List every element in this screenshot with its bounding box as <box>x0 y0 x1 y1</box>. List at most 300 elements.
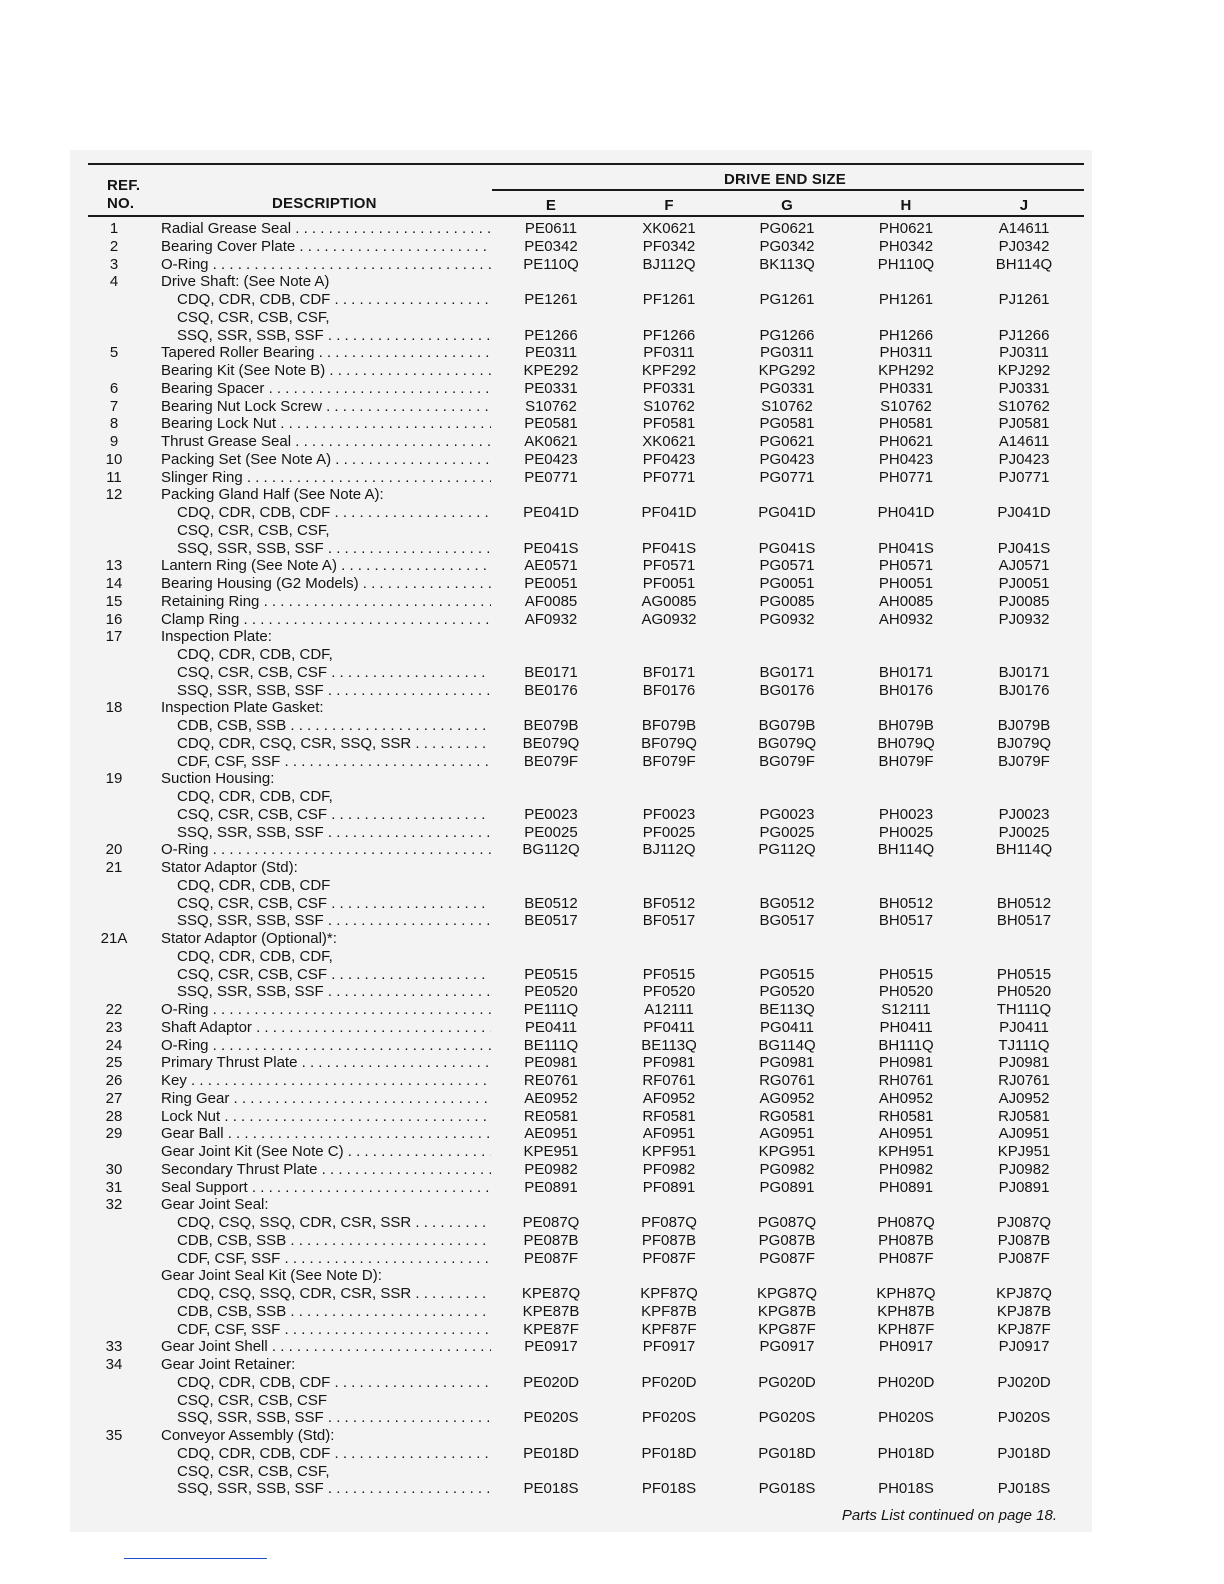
part-number-g: PG087Q <box>757 1214 817 1231</box>
part-number-f: PF0520 <box>642 983 696 1000</box>
part-description-text: Gear Joint Retainer: <box>161 1356 296 1373</box>
part-number-h: PH0051 <box>878 575 934 592</box>
part-number-e: AK0621 <box>524 433 578 450</box>
part-number-e: PE041S <box>523 540 579 557</box>
part-number-f: PF020D <box>641 1374 697 1391</box>
part-description-text: SSQ, SSR, SSB, SSF <box>177 1409 324 1426</box>
part-description <box>161 628 491 646</box>
part-number-f: BJ112Q <box>642 256 696 273</box>
part-number-j: A14611 <box>998 433 1050 450</box>
part-number-g: KPG87Q <box>756 1285 818 1302</box>
part-number-j: PJ0311 <box>999 344 1049 361</box>
part-description-text: Lock Nut <box>161 1108 221 1125</box>
part-number-g: PG0520 <box>759 983 815 1000</box>
part-number-e: PE020S <box>523 1409 579 1426</box>
ref-number: 3 <box>109 256 119 273</box>
ref-number: 19 <box>105 770 123 787</box>
table-row <box>0 664 1224 682</box>
part-number-h: PH0621 <box>878 433 934 450</box>
part-number-g: PG020D <box>758 1374 816 1391</box>
table-row <box>0 646 1224 664</box>
part-number-h: BH0176 <box>878 682 934 699</box>
part-number-j: PJ020S <box>997 1409 1051 1426</box>
part-number-h: S10762 <box>880 398 932 415</box>
part-description <box>177 646 491 664</box>
part-number-f: PF041S <box>641 540 697 557</box>
part-description-text: Gear Joint Kit (See Note C) <box>161 1143 344 1160</box>
part-number-j: PJ0771 <box>998 469 1050 486</box>
part-number-f: PF0023 <box>642 806 696 823</box>
part-description <box>177 948 491 966</box>
part-number-h: KPH87F <box>877 1321 935 1338</box>
part-number-j: BJ0171 <box>998 664 1050 681</box>
part-number-g: PG0311 <box>760 344 814 361</box>
column-header-h: H <box>900 197 912 214</box>
ref-number: 30 <box>105 1161 123 1178</box>
part-number-h: AH0951 <box>878 1125 934 1142</box>
part-number-j: PJ018S <box>997 1480 1051 1497</box>
part-number-f: PF020S <box>641 1409 697 1426</box>
part-number-g: S10762 <box>761 398 813 415</box>
part-number-f: PF0423 <box>642 451 696 468</box>
part-description <box>161 1090 491 1108</box>
part-number-f: KPF87Q <box>640 1285 698 1302</box>
part-number-j: PJ087B <box>997 1232 1051 1249</box>
part-number-h: BH0517 <box>878 912 934 929</box>
part-number-g: PG0982 <box>759 1161 815 1178</box>
part-description <box>161 1179 491 1197</box>
table-row <box>0 1125 1224 1143</box>
part-number-j: KPJ951 <box>997 1143 1051 1160</box>
part-description-text: CSQ, CSR, CSB, CSF, <box>177 1463 330 1480</box>
ref-number: 21A <box>100 930 128 947</box>
part-description-text: Gear Joint Seal: <box>161 1196 269 1213</box>
table-row <box>0 1427 1224 1445</box>
part-description <box>161 256 491 274</box>
table-top-rule <box>88 163 1084 165</box>
part-description <box>161 1019 491 1037</box>
part-number-f: PF0891 <box>642 1179 696 1196</box>
table-row <box>0 966 1224 984</box>
part-description-text: Seal Support <box>161 1179 248 1196</box>
part-number-e: BE0176 <box>524 682 578 699</box>
part-description <box>161 859 491 877</box>
part-number-j: BH0512 <box>996 895 1052 912</box>
part-description <box>177 1250 491 1268</box>
part-number-e: PE041D <box>523 504 579 521</box>
part-number-g: PG1261 <box>759 291 815 308</box>
part-description <box>177 504 491 522</box>
ref-number: 22 <box>105 1001 123 1018</box>
ref-number: 21 <box>105 859 123 876</box>
table-row <box>0 1001 1224 1019</box>
part-number-g: BG114Q <box>758 1037 816 1054</box>
part-number-g: PG0621 <box>759 220 815 237</box>
part-description-text: CSQ, CSR, CSB, CSF <box>177 895 328 912</box>
table-row <box>0 469 1224 487</box>
part-number-g: BG079B <box>758 717 816 734</box>
part-number-j: AJ0571 <box>998 557 1050 574</box>
ref-number: 7 <box>109 398 119 415</box>
table-row <box>0 1196 1224 1214</box>
table-row <box>0 540 1224 558</box>
part-description <box>177 1321 491 1339</box>
ref-header-line2: NO. <box>107 195 135 212</box>
ref-number: 5 <box>109 344 119 361</box>
part-description-text: Suction Housing: <box>161 770 275 787</box>
part-number-g: BG079F <box>759 753 815 770</box>
part-number-e: BE0171 <box>524 664 578 681</box>
table-row <box>0 1480 1224 1498</box>
part-number-h: PH018S <box>878 1480 934 1497</box>
part-number-h: PH0982 <box>878 1161 934 1178</box>
part-number-e: PE087F <box>523 1250 579 1267</box>
part-number-g: PG0025 <box>759 824 815 841</box>
table-row <box>0 451 1224 469</box>
part-number-e: PE0342 <box>524 238 578 255</box>
part-number-g: PG0932 <box>759 611 815 628</box>
header-bottom-rule <box>88 215 1084 217</box>
part-number-f: BF0512 <box>642 895 696 912</box>
part-number-h: PH0311 <box>879 344 933 361</box>
part-number-f: PF0311 <box>643 344 695 361</box>
part-number-j: AJ0951 <box>998 1125 1050 1142</box>
ref-number: 6 <box>109 380 119 397</box>
part-number-e: PE0581 <box>524 415 578 432</box>
part-number-g: PG1266 <box>759 327 815 344</box>
part-description-text: Tapered Roller Bearing <box>161 344 315 361</box>
part-number-h: PH087Q <box>877 1214 935 1231</box>
part-number-j: TJ111Q <box>998 1037 1050 1054</box>
part-number-f: BF0517 <box>642 912 696 929</box>
part-description-text: SSQ, SSR, SSB, SSF <box>177 327 324 344</box>
part-number-h: PH0331 <box>878 380 934 397</box>
part-description-text: SSQ, SSR, SSB, SSF <box>177 983 324 1000</box>
part-number-g: AG0952 <box>759 1090 815 1107</box>
part-description <box>161 1338 491 1356</box>
part-number-f: PF0981 <box>642 1054 696 1071</box>
ref-number: 23 <box>105 1019 123 1036</box>
part-number-g: PG0917 <box>759 1338 815 1355</box>
part-number-e: AE0951 <box>524 1125 578 1142</box>
part-number-e: BG112Q <box>522 841 580 858</box>
part-number-g: BG0512 <box>759 895 815 912</box>
ref-number: 28 <box>105 1108 123 1125</box>
ref-number: 2 <box>109 238 119 255</box>
ref-number: 16 <box>105 611 123 628</box>
table-row <box>0 593 1224 611</box>
part-description-text: SSQ, SSR, SSB, SSF <box>177 682 324 699</box>
part-number-j: RJ0761 <box>998 1072 1050 1089</box>
ref-number: 35 <box>105 1427 123 1444</box>
part-description-text: CSQ, CSR, CSB, CSF, <box>177 522 330 539</box>
part-number-h: PH0411 <box>879 1019 933 1036</box>
table-row <box>0 770 1224 788</box>
part-description <box>177 664 491 682</box>
ref-number: 34 <box>105 1356 123 1373</box>
part-number-g: PG018S <box>758 1480 816 1497</box>
part-number-f: BF079B <box>641 717 697 734</box>
part-number-j: PJ0085 <box>998 593 1050 610</box>
part-number-g: KPG87F <box>758 1321 816 1338</box>
table-row <box>0 1161 1224 1179</box>
part-number-g: PG0621 <box>759 433 815 450</box>
part-description-text: SSQ, SSR, SSB, SSF <box>177 912 324 929</box>
part-description <box>161 1072 491 1090</box>
table-row <box>0 309 1224 327</box>
ref-number: 33 <box>105 1338 123 1355</box>
part-number-g: PG0771 <box>759 469 815 486</box>
table-row <box>0 806 1224 824</box>
part-number-g: BK113Q <box>759 256 815 273</box>
part-number-h: KPH87B <box>877 1303 935 1320</box>
ref-number: 10 <box>105 451 123 468</box>
part-number-f: KPF87B <box>641 1303 697 1320</box>
part-description <box>177 540 491 558</box>
part-description <box>161 398 491 416</box>
part-number-e: PE0411 <box>524 1019 578 1036</box>
table-row <box>0 504 1224 522</box>
part-number-j: KPJ292 <box>997 362 1051 379</box>
part-number-h: AH0085 <box>878 593 934 610</box>
part-number-g: KPG951 <box>758 1143 816 1160</box>
part-number-j: PH0520 <box>996 983 1052 1000</box>
part-number-e: PE0520 <box>524 983 578 1000</box>
part-number-f: PF087B <box>641 1232 697 1249</box>
part-description-text: CDQ, CSQ, SSQ, CDR, CSR, SSR <box>177 1285 412 1302</box>
part-description-text: Bearing Kit (See Note B) <box>161 362 326 379</box>
part-description-text: CDF, CSF, SSF <box>177 1250 281 1267</box>
table-row <box>0 1232 1224 1250</box>
part-number-g: PG087F <box>759 1250 815 1267</box>
part-number-g: KPG292 <box>758 362 816 379</box>
part-number-g: PG0342 <box>759 238 815 255</box>
part-number-e: PE0311 <box>524 344 578 361</box>
part-description <box>161 1196 491 1214</box>
table-row <box>0 1285 1224 1303</box>
part-number-g: RG0761 <box>759 1072 815 1089</box>
part-description <box>161 593 491 611</box>
part-description <box>177 895 491 913</box>
table-row <box>0 1374 1224 1392</box>
part-number-e: PE0051 <box>524 575 578 592</box>
table-row <box>0 1072 1224 1090</box>
part-number-j: PJ0932 <box>998 611 1050 628</box>
part-number-f: PF0515 <box>642 966 696 983</box>
table-row <box>0 948 1224 966</box>
table-row <box>0 1037 1224 1055</box>
part-number-f: BF079F <box>642 753 696 770</box>
part-number-f: BF079Q <box>641 735 697 752</box>
part-description-text: Packing Gland Half (See Note A): <box>161 486 384 503</box>
part-number-g: PG0085 <box>759 593 815 610</box>
table-row <box>0 398 1224 416</box>
table-row <box>0 1356 1224 1374</box>
part-description <box>161 1108 491 1126</box>
part-number-h: PH0917 <box>878 1338 934 1355</box>
part-number-h: BH0512 <box>878 895 934 912</box>
part-number-j: RJ0581 <box>998 1108 1050 1125</box>
part-description <box>177 877 491 895</box>
part-description-text: CSQ, CSR, CSB, CSF <box>177 664 328 681</box>
table-row <box>0 1321 1224 1339</box>
part-number-e: AF0932 <box>524 611 578 628</box>
part-description-text: Primary Thrust Plate <box>161 1054 298 1071</box>
table-row <box>0 717 1224 735</box>
part-number-h: PH110Q <box>877 256 935 273</box>
part-number-e: PE0331 <box>524 380 578 397</box>
drive-end-size-header: DRIVE END SIZE <box>724 171 846 188</box>
part-description-text: O-Ring <box>161 256 209 273</box>
part-description <box>177 753 491 771</box>
part-number-j: PH0515 <box>996 966 1052 983</box>
part-number-h: PH041S <box>878 540 934 557</box>
part-description-text: CDQ, CDR, CDB, CDF <box>177 1445 331 1462</box>
part-number-h: PH087F <box>878 1250 934 1267</box>
part-number-g: BG0517 <box>759 912 815 929</box>
part-number-j: BH0517 <box>996 912 1052 929</box>
part-number-h: RH0761 <box>878 1072 934 1089</box>
part-number-g: PG041S <box>758 540 816 557</box>
part-number-g: PG0891 <box>759 1179 815 1196</box>
part-number-j: PJ087F <box>998 1250 1050 1267</box>
part-number-h: PH020S <box>878 1409 934 1426</box>
ref-number: 1 <box>109 220 119 237</box>
part-number-e: PE1261 <box>524 291 578 308</box>
part-description-text: Retaining Ring <box>161 593 260 610</box>
part-description-text: CDQ, CDR, CDB, CDF <box>177 1374 331 1391</box>
ref-number: 18 <box>105 699 123 716</box>
part-number-h: PH020D <box>877 1374 935 1391</box>
part-description <box>177 1214 491 1232</box>
table-row <box>0 433 1224 451</box>
part-description <box>161 1356 491 1374</box>
part-number-e: AF0085 <box>524 593 578 610</box>
part-number-g: AG0951 <box>759 1125 815 1142</box>
part-number-j: PJ0411 <box>999 1019 1049 1036</box>
part-description-text: O-Ring <box>161 841 209 858</box>
part-number-g: PG0023 <box>759 806 815 823</box>
table-row <box>0 1409 1224 1427</box>
part-number-e: BE0512 <box>524 895 578 912</box>
part-number-f: PF0917 <box>642 1338 696 1355</box>
part-description-text: Inspection Plate: <box>161 628 272 645</box>
part-number-e: AE0952 <box>524 1090 578 1107</box>
part-number-e: AE0571 <box>524 557 578 574</box>
part-number-h: BH114Q <box>877 841 935 858</box>
part-number-f: XK0621 <box>642 433 696 450</box>
part-description <box>161 220 491 238</box>
part-description <box>161 699 491 717</box>
part-description-text: Shaft Adaptor <box>161 1019 252 1036</box>
drive-end-size-rule <box>492 189 1084 191</box>
part-number-g: PG112Q <box>758 841 816 858</box>
table-row <box>0 220 1224 238</box>
part-number-f: PF0331 <box>642 380 696 397</box>
part-description <box>177 291 491 309</box>
table-row <box>0 256 1224 274</box>
part-number-j: KPJ87Q <box>996 1285 1052 1302</box>
part-number-e: BE079Q <box>522 735 580 752</box>
part-number-f: PF0411 <box>643 1019 695 1036</box>
part-description <box>177 735 491 753</box>
part-description <box>161 611 491 629</box>
part-number-e: BE079F <box>523 753 579 770</box>
part-number-f: BF0171 <box>642 664 696 681</box>
part-number-j: PJ0982 <box>998 1161 1050 1178</box>
part-description <box>161 557 491 575</box>
part-number-g: BG0176 <box>759 682 815 699</box>
part-description-text: CDB, CSB, SSB <box>177 1303 287 1320</box>
part-number-j: PJ1261 <box>998 291 1050 308</box>
table-row <box>0 327 1224 345</box>
table-row <box>0 930 1224 948</box>
table-row <box>0 1090 1224 1108</box>
part-description-text: Clamp Ring <box>161 611 240 628</box>
part-description <box>161 273 491 291</box>
ref-number: 8 <box>109 415 119 432</box>
part-description-text: Inspection Plate Gasket: <box>161 699 324 716</box>
table-row <box>0 1338 1224 1356</box>
table-row <box>0 912 1224 930</box>
part-number-g: PG0423 <box>759 451 815 468</box>
part-description-text: Bearing Spacer <box>161 380 265 397</box>
part-description <box>161 770 491 788</box>
ref-number: 17 <box>105 628 123 645</box>
part-number-h: KPH87Q <box>876 1285 936 1302</box>
part-number-e: PE0515 <box>524 966 578 983</box>
part-number-e: BE079B <box>523 717 579 734</box>
part-description <box>161 451 491 469</box>
part-description-text: CDF, CSF, SSF <box>177 753 281 770</box>
part-description-text: Packing Set (See Note A) <box>161 451 332 468</box>
part-number-e: PE020D <box>523 1374 579 1391</box>
part-number-e: PE0771 <box>524 469 578 486</box>
part-number-j: PJ041S <box>997 540 1051 557</box>
part-number-e: PE0982 <box>524 1161 578 1178</box>
part-number-f: PF1266 <box>642 327 696 344</box>
part-number-j: BJ079Q <box>996 735 1052 752</box>
part-description-text: Lantern Ring (See Note A) <box>161 557 337 574</box>
table-row <box>0 1143 1224 1161</box>
part-number-j: PJ0917 <box>998 1338 1050 1355</box>
part-number-f: KPF87F <box>641 1321 697 1338</box>
part-number-h: AH0952 <box>878 1090 934 1107</box>
ref-number: 31 <box>105 1179 123 1196</box>
part-number-j: AJ0952 <box>998 1090 1050 1107</box>
part-description <box>177 1374 491 1392</box>
part-number-g: BG0171 <box>759 664 815 681</box>
part-description <box>161 575 491 593</box>
part-number-f: PF0051 <box>642 575 696 592</box>
part-number-f: XK0621 <box>642 220 696 237</box>
part-description-text: Radial Grease Seal <box>161 220 292 237</box>
ref-number: 32 <box>105 1196 123 1213</box>
ref-number: 11 <box>106 469 122 486</box>
part-number-e: KPE87Q <box>521 1285 581 1302</box>
part-number-g: PG018D <box>758 1445 816 1462</box>
part-description <box>161 344 491 362</box>
ref-number: 4 <box>109 273 119 290</box>
part-description-text: Ring Gear <box>161 1090 230 1107</box>
part-number-h: PH0891 <box>878 1179 934 1196</box>
table-row <box>0 1267 1224 1285</box>
part-number-j: PJ0981 <box>998 1054 1050 1071</box>
part-number-h: PH0581 <box>878 415 934 432</box>
part-number-h: KPH951 <box>878 1143 934 1160</box>
part-number-h: PH0571 <box>878 557 934 574</box>
table-row <box>0 1392 1224 1410</box>
